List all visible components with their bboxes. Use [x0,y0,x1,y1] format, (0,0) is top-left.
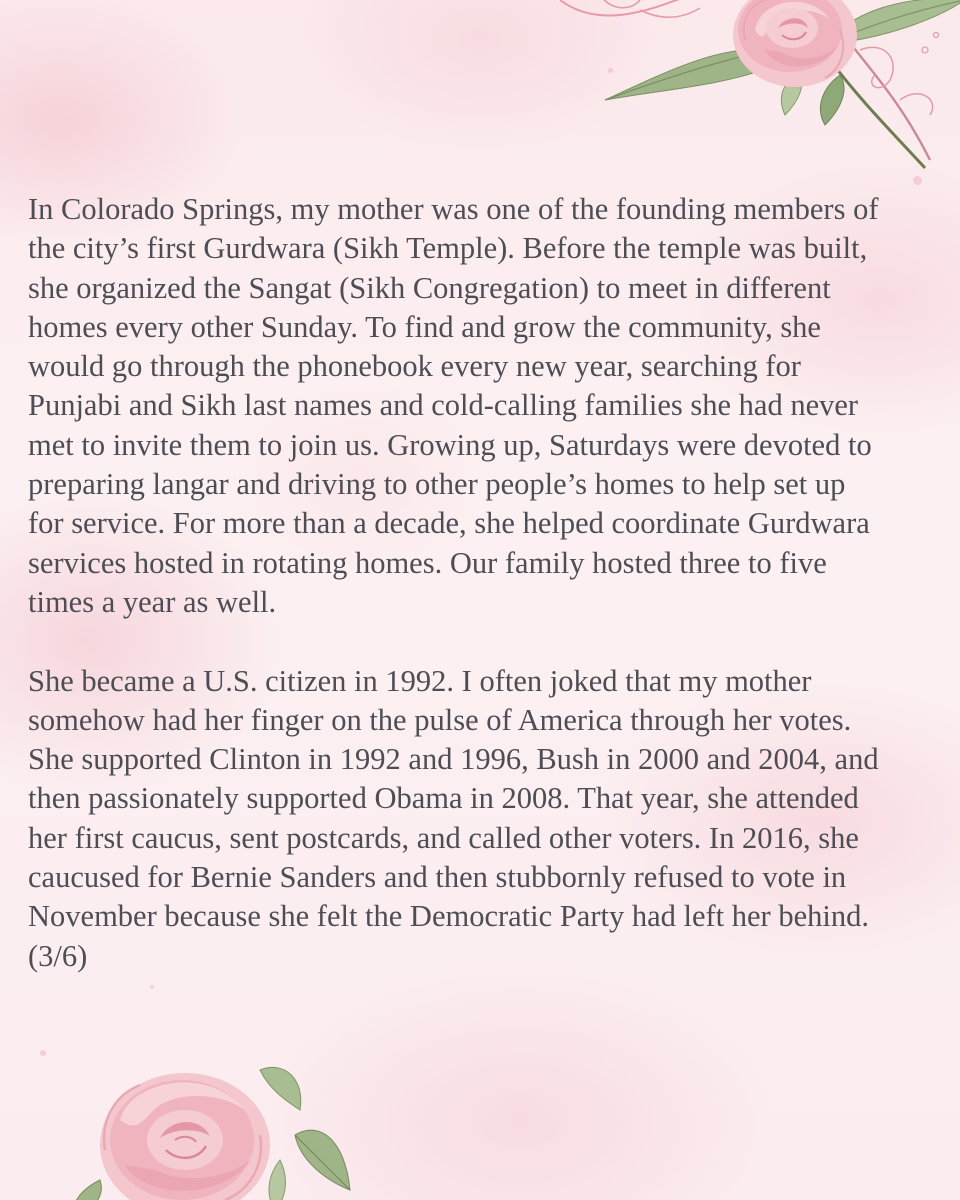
story-paragraph-1: In Colorado Springs, my mother was one of the founding members of the city’s first Gurdwara (Sikh Temple). Before the temple was built, she organized the Sangat (Sikh Congregation) to meet in different homes every other Sunday. To find and grow the community, she would go through the phonebook every new year, searching for Punjabi and Sikh last names and cold-calling families she had never met to invite them to join us. Growing up, Saturdays were devoted to preparing langar and driving to other people’s homes to help set up for service. For more than a decade, she helped coordinate Gurdwara services hosted in rotating homes. Our family hosted three to five times a year as well. [28,192,879,619]
rose-bouquet-bottom-icon [60,1040,380,1200]
story-paragraph-2: She became a U.S. citizen in 1992. I often joked that my mother somehow had her finger on the pulse of America through her votes. She supported Clinton in 1992 and 1996, Bush in 2000 and 2004, and then passionately supported Obama in 2008. That year, she attended her first caucus, sent postcards, and called other voters. In 2016, she caucused for Bernie Sanders and then stubbornly refused to vote in November because she felt the Democratic Party had left her behind. (3/6) [28,663,879,973]
watercolor-splash [40,1050,46,1056]
story-text [28,190,938,976]
rose-bouquet-icon [540,0,960,190]
watercolor-splash [150,985,154,989]
